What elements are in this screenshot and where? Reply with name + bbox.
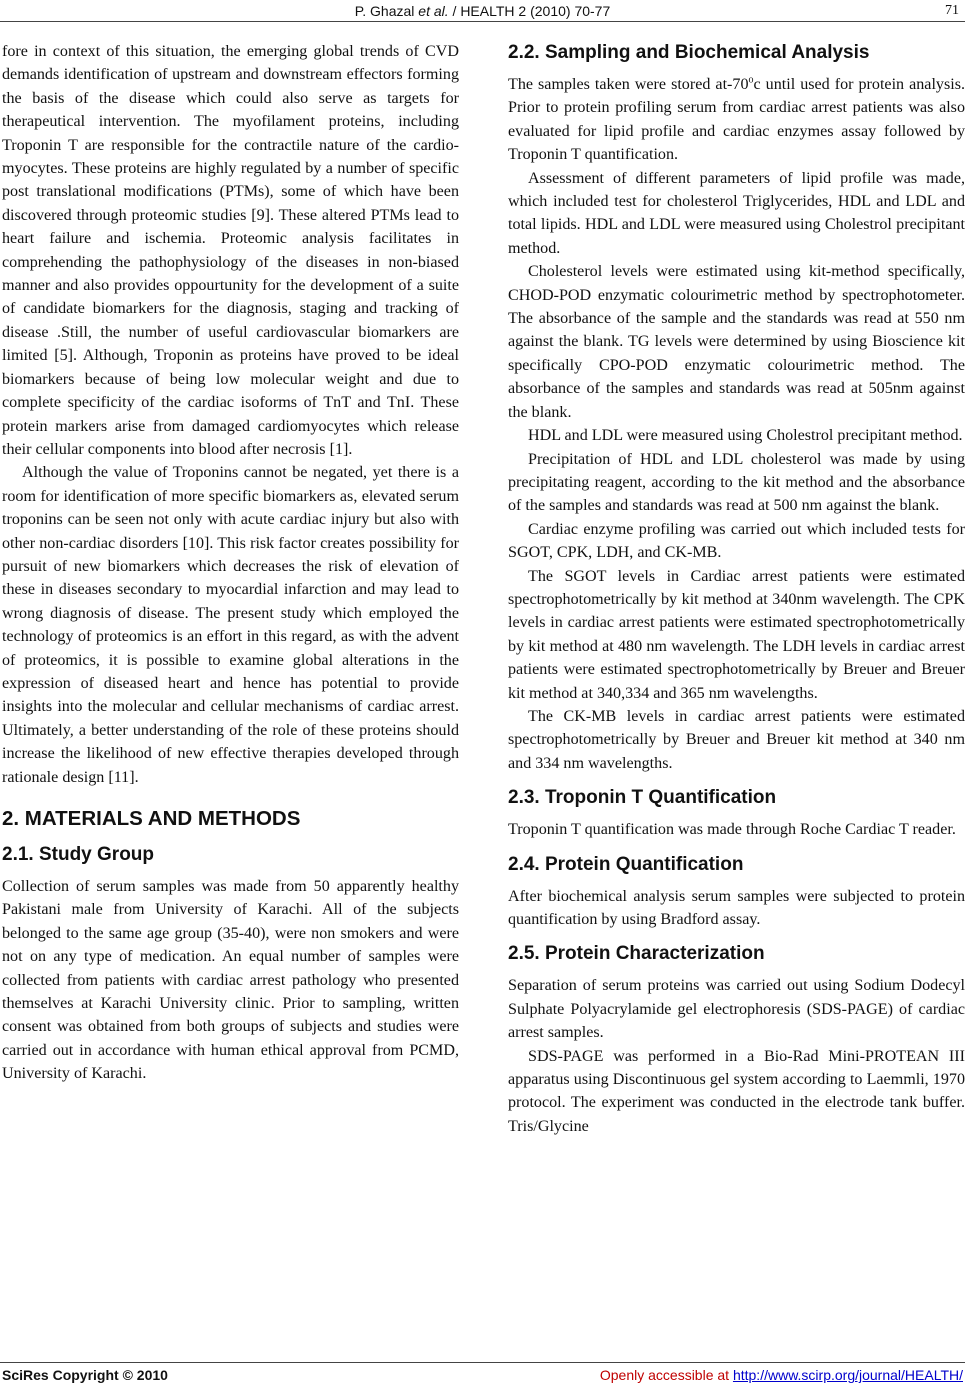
subsection-heading-protein-characterization: 2.5. Protein Characterization xyxy=(508,943,765,965)
subsection-heading-sampling: 2.2. Sampling and Biochemical Analysis xyxy=(508,42,870,63)
right-paragraph-4: HDL and LDL were measured using Cholestrol precipitant method. xyxy=(528,427,963,445)
right-paragraph-2: Assessment of different parameters of lipid profile was made, which included test for cholesterol Triglycerides, HDL and LDL and total lipids. HDL and LDL were measured using Cholestrol precipitant method. xyxy=(508,169,965,257)
section-heading-materials-methods: 2. MATERIALS AND METHODS xyxy=(2,807,301,830)
journal-link[interactable]: http://www.scirp.org/journal/HEALTH/ xyxy=(732,1367,963,1383)
header-rule xyxy=(0,21,965,22)
running-head xyxy=(0,3,965,19)
degree-sup: o xyxy=(748,74,754,86)
right-paragraph-7: The SGOT levels in Cardiac arrest patients were estimated spectrophotometrically by kit method at 340nm wavelength. The CPK levels in cardiac arrest patients were estimated spectrophotometrically by kit method at 480 nm wavelength. The LDH levels in cardiac arrest patients were estimated spectrophotometrically by Breuer and Breuer kit method at 340,334 and 365 nm wavelengths. xyxy=(508,567,965,702)
left-paragraph-2: Although the value of Troponins cannot be negated, yet there is a room for identification of more specific biomarkers as, elevated serum troponins can be seen not only with acute cardiac injury but also with other non-cardiac disorders [10]. This risk factor creates possibility for pursuit of new biomarkers which decreases the risk of elevation of these in diseases secondary to myocardial infarction and may lead to wrong diagnosis of disease. The present study which employed the technology of proteomics is an effort in this regard, as with the advent of proteomics, it is possible to examine global alterations in the expression of diseased heart and hence has potential to provide insights into the molecular and cellular mechanisms of cardiac arrest. Ultimately, a better understanding of the role of these proteins should increase the likelihood of new effective therapies developed through rationale design [11]. xyxy=(2,464,459,786)
subsection-heading-study-group: 2.1. Study Group xyxy=(2,844,155,865)
running-head-authors: P. Ghazal xyxy=(354,3,419,19)
storage-text-post: c until used for protein analysis. Prior to protein profiling serum from cardiac arrest patients was also evaluated for lipid profile and cardiac enzymes assay followed by Troponin T quantification. xyxy=(508,76,965,164)
page-header xyxy=(0,0,965,22)
left-paragraph-3: Collection of serum samples was made from 50 apparently healthy Pakistani male from University of Karachi. All of the subjects belonged to the same age group (35-40), were non smokers and were not on any type of medication. An equal number of samples were collected from patients with cardiac arrest pathology who presented themselves at Karachi University clinic. Prior to sampling, written consent was obtained from both groups of subjects and studies were carried out in accordance with human ethical approval from PCMD, University of Karachi. xyxy=(2,878,459,1083)
storage-text-pre: The samples taken were stored at-70 xyxy=(508,76,749,93)
right-paragraph-5: Precipitation of HDL and LDL cholesterol was made by using precipitating reagent, according to the kit method and the absorbance of the samples and standards was read at 500 nm against the blank. xyxy=(508,450,965,515)
page-number: 71 xyxy=(945,3,959,18)
left-column xyxy=(2,40,459,1086)
right-paragraph-12: SDS-PAGE was performed in a Bio-Rad Mini-PROTEAN III apparatus using Discontinuous gel system according to Laemmli, 1970 protocol. The experiment was conducted in the electrode tank buffer. Tris/Glycine xyxy=(508,1047,965,1135)
open-access-notice xyxy=(600,1367,963,1383)
open-access-label: Openly accessible at xyxy=(599,1367,733,1383)
right-paragraph-1 xyxy=(508,73,965,167)
right-paragraph-10: After biochemical analysis serum samples were subjected to protein quantification by using Bradford assay. xyxy=(508,887,965,928)
subsection-heading-troponin: 2.3. Troponin T Quantification xyxy=(508,787,777,809)
right-paragraph-9: Troponin T quantification was made through Roche Cardiac T reader. xyxy=(508,821,956,839)
running-head-etal: et al. xyxy=(418,3,449,19)
running-head-journal: / HEALTH 2 (2010) 70-77 xyxy=(448,3,611,19)
subsection-heading-protein-quantification: 2.4. Protein Quantification xyxy=(508,853,744,875)
right-paragraph-3: Cholesterol levels were estimated using kit-method specifically, CHOD-POD enzymatic colourimetric method by spectrophotometer. The absorbance of the sample and the standards was read at 550 nm against the blank. TG levels were determined by using Bioscience kit specifically CPO-POD enzymatic colourimetric method. The absorbance of the samples and standards was read at 505nm against the blank. xyxy=(508,263,965,421)
left-paragraph-1: fore in context of this situation, the emerging global trends of CVD demands identification of upstream and downstream effectors forming the basis of the disease which could also serve as targets for therapeutical intervention. The myofilament proteins, including Troponin T are responsible for the contractile nature of the cardiomyocytes. These proteins are highly regulated by a number of specific post translational modifications (PTMs), some of which have been discovered through proteomic studies [9]. These altered PTMs lead to heart failure and ischemia. Proteomic analysis facilitates in comprehending the pathophysiology of the diseases in non-biased manner and also provides oppourtunity for the development of a suite of candidate biomarkers for the diagnosis, staging and tracking of disease .Still, the number of useful cardiovascular biomarkers are limited [5]. Although, Troponin as proteins have proved to be ideal biomarkers because of being low molecular weight and due to complete specificity of the cardiac isoforms of TnT and TnI. These protein markers arise from damaged cardiomyocytes which release their cellular components into blood after necrosis [1]. xyxy=(2,43,459,458)
right-paragraph-8: The CK-MB levels in cardiac arrest patients were estimated spectrophotometrically by Breuer and Breuer kit method at 340 nm and 334 nm wavelengths. xyxy=(508,707,965,772)
page-footer xyxy=(0,1362,965,1386)
right-paragraph-11: Separation of serum proteins was carried out using Sodium Dodecyl Sulphate Polyacrylamide gel electrophoresis (SDS-PAGE) of cardiac arrest samples. xyxy=(508,977,965,1042)
copyright-notice: SciRes Copyright © 2010 xyxy=(2,1367,168,1383)
footer-rule xyxy=(0,1362,965,1363)
right-paragraph-6: Cardiac enzyme profiling was carried out which included tests for SGOT, CPK, LDH, and CK-MB. xyxy=(508,520,965,562)
right-column xyxy=(508,40,965,1138)
